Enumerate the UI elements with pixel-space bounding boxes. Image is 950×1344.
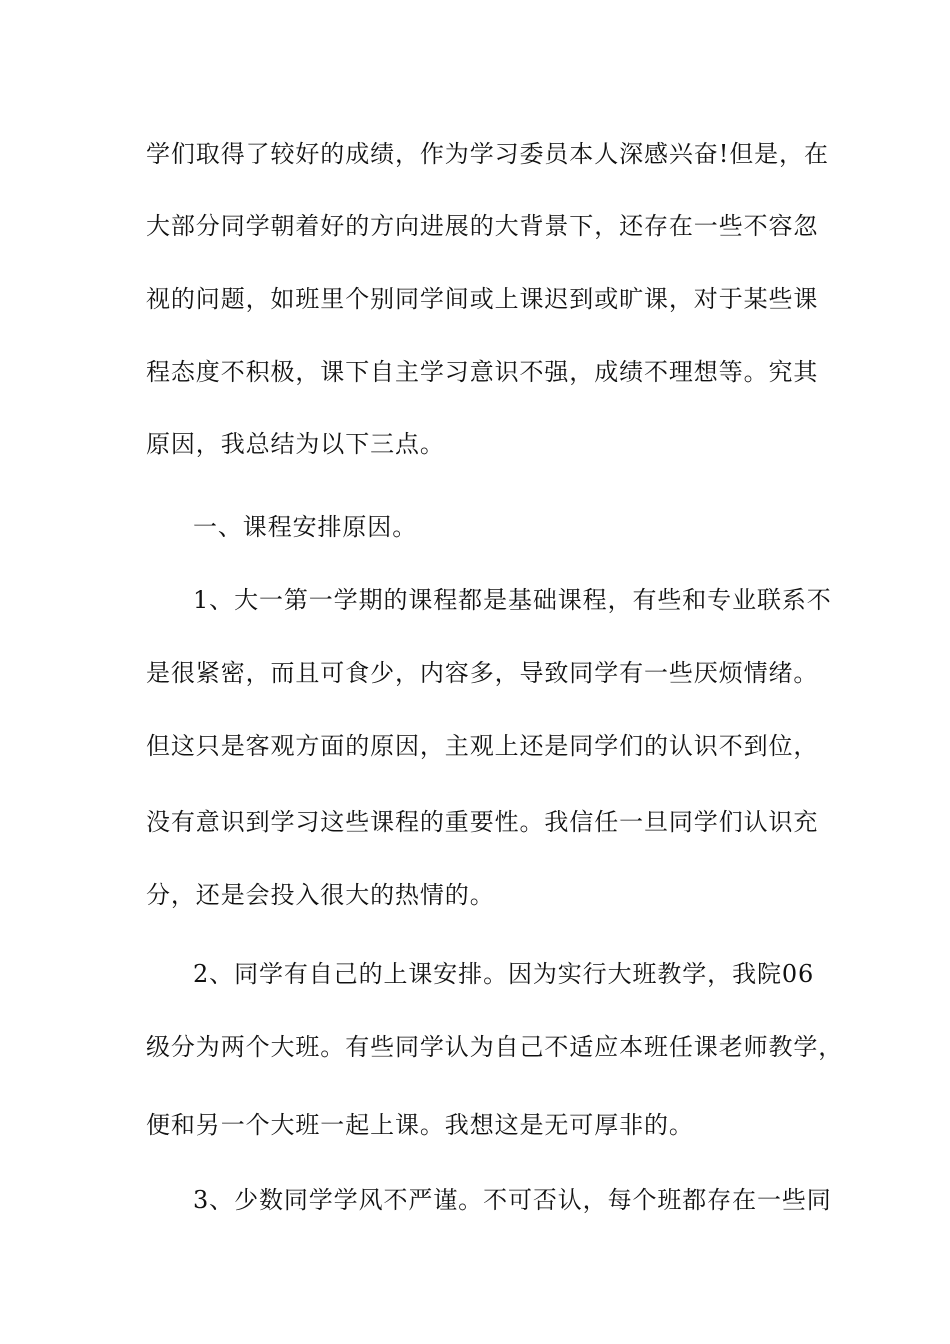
text-line: 学们取得了较好的成绩，作为学习委员本人深感兴奋!但是，在 — [146, 140, 829, 168]
text-line: 是很紧密，而且可食少，内容多，导致同学有一些厌烦情绪。 — [146, 659, 819, 687]
text-line: 视的问题，如班里个别同学间或上课迟到或旷课，对于某些课 — [146, 285, 819, 313]
text-line: 没有意识到学习这些课程的重要性。我信任一旦同学们认识充 — [146, 808, 819, 836]
text-line: 1、大一第一学期的课程都是基础课程，有些和专业联系不 — [193, 586, 832, 614]
text-line: 大部分同学朝着好的方向进展的大背景下，还存在一些不容忽 — [146, 212, 819, 240]
text-line: 但这只是客观方面的原因，主观上还是同学们的认识不到位， — [146, 732, 819, 760]
section-heading: 一、课程安排原因。 — [193, 513, 418, 541]
text-line: 原因，我总结为以下三点。 — [146, 430, 445, 458]
text-line: 级分为两个大班。有些同学认为自己不适应本班任课老师教学， — [146, 1033, 844, 1061]
text-line: 便和另一个大班一起上课。我想这是无可厚非的。 — [146, 1111, 694, 1139]
text-line: 3、少数同学学风不严谨。不可否认，每个班都存在一些同 — [193, 1186, 832, 1214]
text-line: 2、同学有自己的上课安排。因为实行大班教学，我院06 — [193, 960, 815, 988]
text-line: 程态度不积极，课下自主学习意识不强，成绩不理想等。究其 — [146, 358, 819, 386]
text-line: 分，还是会投入很大的热情的。 — [146, 881, 495, 909]
